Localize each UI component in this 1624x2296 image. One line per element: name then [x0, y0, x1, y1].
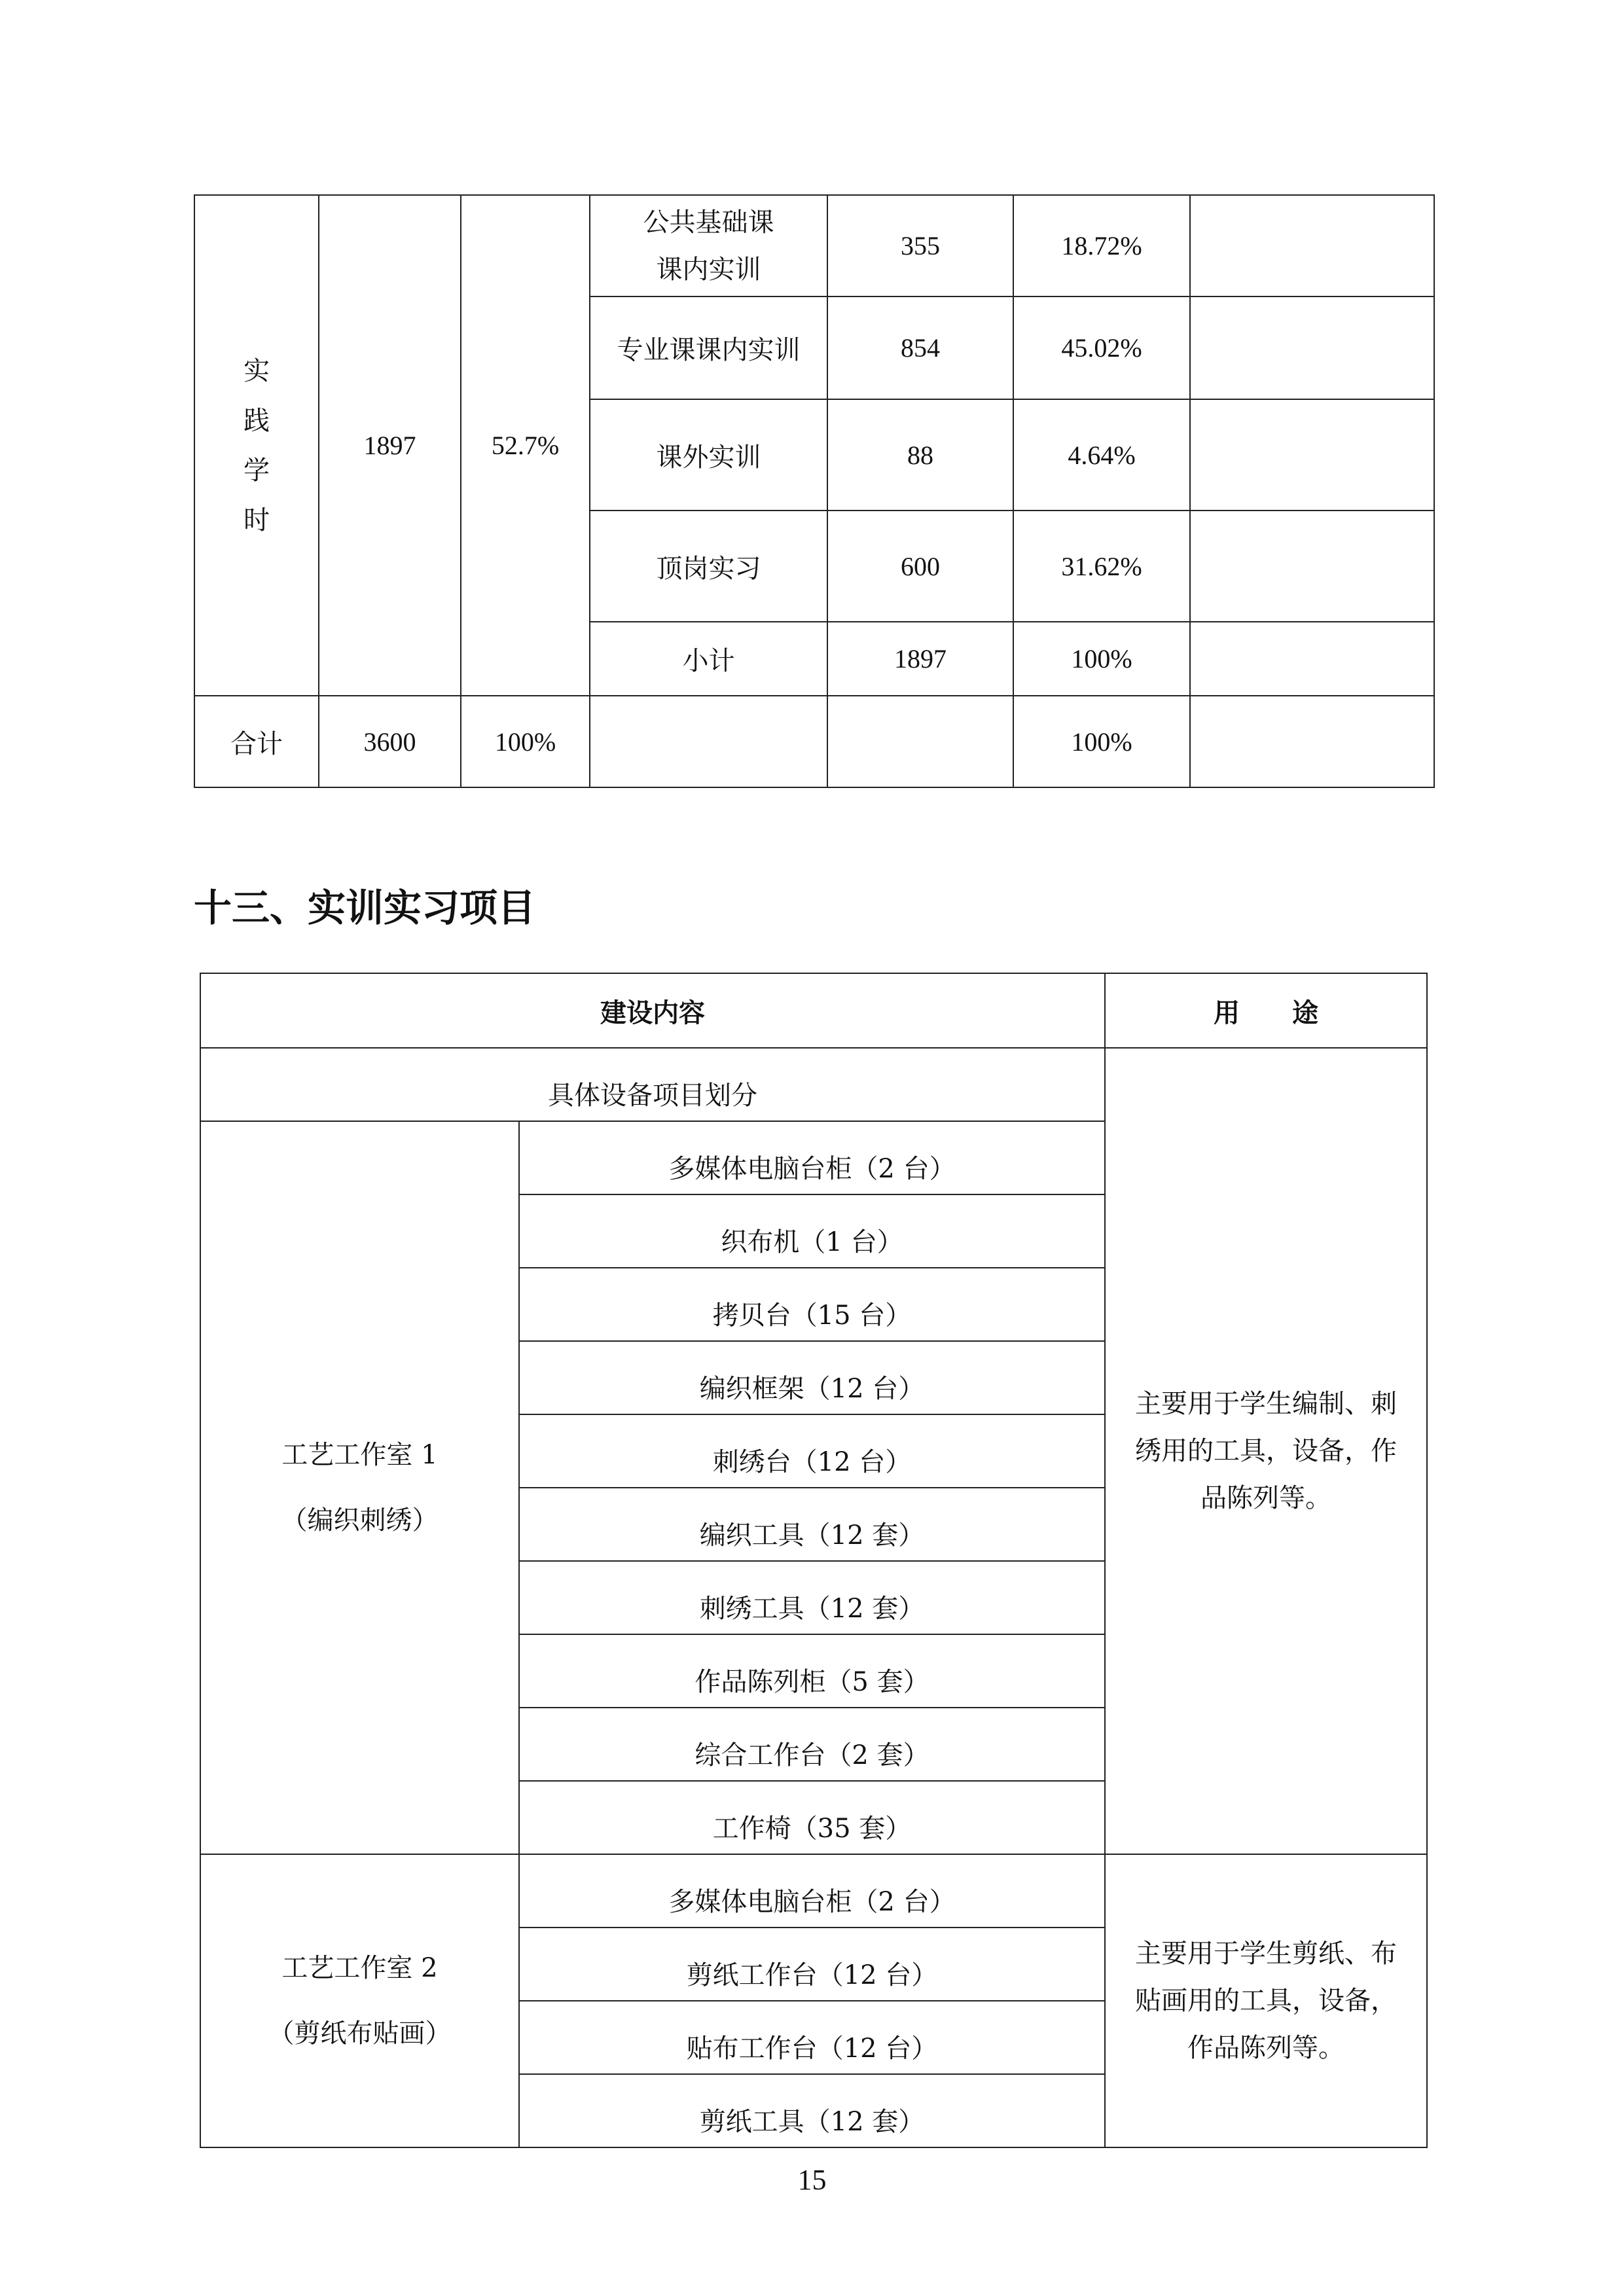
row-pct: 31.62%: [1013, 511, 1190, 622]
equipment-item: 拷贝台（15 台）: [519, 1268, 1105, 1341]
header-content: 建设内容: [200, 973, 1105, 1048]
row-name: 顶岗实习: [590, 511, 827, 622]
row-name: 专业课课内实训: [590, 296, 827, 399]
row-hours: 600: [827, 511, 1013, 622]
row-hours: 355: [827, 195, 1013, 296]
total-blank: [590, 696, 827, 787]
row-hours: 88: [827, 399, 1013, 511]
row-hours: 854: [827, 296, 1013, 399]
training-projects-table: [200, 973, 1428, 2148]
equipment-item: 剪纸工作台（12 台）: [519, 1928, 1105, 2001]
page-number: 15: [797, 2164, 827, 2196]
total-pct: 100%: [461, 696, 590, 787]
row-note: [1190, 296, 1434, 399]
room1-name: 工艺工作室 1 （编织刺绣）: [200, 1121, 519, 1854]
total-sub-pct: 100%: [1013, 696, 1190, 787]
row-pct: 45.02%: [1013, 296, 1190, 399]
row-pct: 4.64%: [1013, 399, 1190, 511]
equipment-item: 贴布工作台（12 台）: [519, 2001, 1105, 2074]
row-pct: 18.72%: [1013, 195, 1190, 296]
equipment-item: 综合工作台（2 套）: [519, 1708, 1105, 1781]
row-note: [1190, 195, 1434, 296]
equipment-item: 多媒体电脑台柜（2 台）: [519, 1854, 1105, 1928]
room2-usage: 主要用于学生剪纸、布 贴画用的工具，设备， 作品陈列等。: [1105, 1854, 1427, 2147]
subtotal-note: [1190, 622, 1434, 696]
equipment-item: 剪纸工具（12 套）: [519, 2074, 1105, 2147]
equipment-item: 工作椅（35 套）: [519, 1781, 1105, 1854]
section-heading: 十三、实训实习项目: [194, 886, 536, 930]
room2-name: 工艺工作室 2 （剪纸布贴画）: [200, 1854, 519, 2147]
room1-usage: 主要用于学生编制、刺 绣用的工具，设备，作 品陈列等。: [1105, 1048, 1427, 1854]
practice-hours-table: [194, 194, 1435, 788]
subtotal-label: 小计: [590, 622, 827, 696]
equipment-item: 编织框架（12 台）: [519, 1341, 1105, 1414]
practice-total-hours: 1897: [319, 195, 461, 696]
equipment-item: 刺绣工具（12 套）: [519, 1561, 1105, 1634]
header-usage: 用 途: [1105, 973, 1427, 1048]
total-hours: 3600: [319, 696, 461, 787]
total-blank: [827, 696, 1013, 787]
total-label: 合计: [194, 696, 319, 787]
practice-total-pct: 52.7%: [461, 195, 590, 696]
row-name: 课外实训: [590, 399, 827, 511]
equipment-item: 织布机（1 台）: [519, 1194, 1105, 1268]
subtotal-pct: 100%: [1013, 622, 1190, 696]
equipment-item: 作品陈列柜（5 套）: [519, 1634, 1105, 1708]
row-name: 公共基础课 课内实训: [590, 195, 827, 296]
practice-hours-label: 实 践 学 时: [194, 195, 319, 696]
equipment-item: 编织工具（12 套）: [519, 1488, 1105, 1561]
equipment-item: 刺绣台（12 台）: [519, 1414, 1105, 1488]
subheader: 具体设备项目划分: [200, 1048, 1105, 1121]
total-blank: [1190, 696, 1434, 787]
equipment-item: 多媒体电脑台柜（2 台）: [519, 1121, 1105, 1194]
row-note: [1190, 399, 1434, 511]
row-note: [1190, 511, 1434, 622]
subtotal-hours: 1897: [827, 622, 1013, 696]
